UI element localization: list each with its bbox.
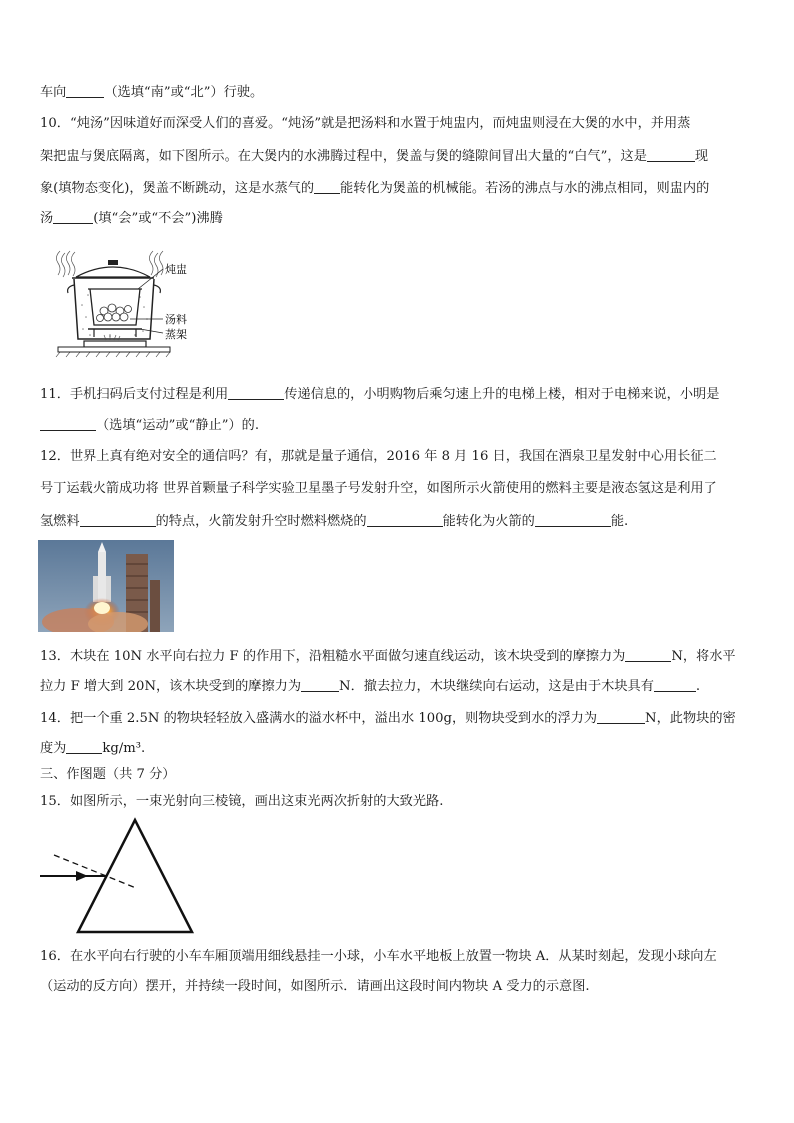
stew-pot-figure [50,245,200,363]
text: 能转化为火箭的 [442,514,535,529]
text: 号丁运载火箭成功将 世界首颗量子科学实验卫星墨子号发射升空，如图所示火箭使用的燃料主要是液态氢这是利用了 [40,481,717,496]
answer-blank[interactable] [66,739,102,754]
answer-blank[interactable] [625,647,671,662]
stove-base [58,347,170,352]
q16-line-1 [40,948,717,966]
q12-line-3 [40,512,628,531]
rocket-launch-photo [38,540,174,632]
text: 14．把一个重 2.5N 的物块轻轻放入盛满水的溢水杯中，溢出水 100g，则物块受到水的浮力为 [40,711,598,726]
text: （选填“南”或“北”）行驶。 [104,85,264,100]
answer-blank[interactable] [654,677,696,692]
answer-blank[interactable] [228,385,284,400]
answer-blank[interactable] [647,147,695,162]
text: 度为 [40,741,67,756]
answer-blank[interactable] [40,416,96,431]
text: N，将水平 [671,649,736,664]
normal-dashed-line [54,855,136,888]
q13-line-1 [40,647,736,666]
text: 架把盅与煲底隔离，如下图所示。在大煲内的水沸腾过程中，煲盖与煲的缝隙间冒出大量的“白气”，这是 [40,149,647,164]
q13-line-2 [40,677,700,696]
text: 能转化为煲盖的机械能。若汤的沸点与水的沸点相同，则盅内的 [340,181,710,196]
text: 10．“炖汤”因味道好而深受人们的喜爱。“炖汤”就是把汤料和水置于炖盅内，而炖盅则浸在大煲的水中，并用蒸 [40,116,691,131]
text: (填“会”或“不会”)沸腾 [93,211,223,226]
label-pot-lid: 炖盅 [165,263,187,276]
text: 16．在水平向右行驶的小车车厢顶端用细线悬挂一小球，小车水平地板上放置一物块 A．从某时刻起，发现小球向左 [40,949,717,964]
steam-right-icon [149,251,163,277]
label-steamer: 蒸架 [165,328,187,341]
prism-figure [36,816,198,936]
text: 13．木块在 10N 水平向右拉力 F 的作用下，沿粗糙水平面做匀速直线运动，该木块受到的摩擦力为 [40,649,626,664]
q14-line-2 [40,739,145,758]
text: . [695,679,701,694]
answer-blank[interactable] [314,179,340,194]
q16-line-2 [40,978,590,996]
text: 汤 [40,211,54,226]
lid-shape [76,267,150,277]
text: 三、作图题（共 7 分） [40,767,176,782]
q12-line-1 [40,448,717,466]
text: 传递信息的，小明购物后乘匀速上升的电梯上楼，相对于电梯来说，小明是 [284,387,720,402]
text: kg/m³. [102,741,146,756]
answer-blank[interactable] [80,512,156,527]
section-3-heading [40,766,175,784]
text: （运动的反方向）摆开，并持续一段时间，如图所示．请画出这段时间内物块 A 受力的示意图. [40,979,590,994]
burner [84,341,146,347]
q10-line-2 [40,147,708,166]
q10-line-1 [40,115,690,133]
arrow-icon [76,871,88,881]
answer-blank[interactable] [66,83,104,98]
text: 15．如图所示，一束光射向三棱镜，画出这束光两次折射的大致光路. [40,794,444,809]
text: 12．世界上真有绝对安全的通信吗？有，那就是量子通信，2016 年 8 月 16 日，我国在酒泉卫星发射中心用长征二 [40,449,717,464]
text: 车向 [40,85,67,100]
text: 能. [610,514,629,529]
q10-line-3 [40,179,709,198]
text: 的特点，火箭发射升空时燃料燃烧的 [155,514,367,529]
text: 现 [694,149,709,164]
text: N．撤去拉力，木块继续向右运动，这是由于木块具有 [339,679,654,694]
q15-line-1 [40,793,443,811]
answer-blank[interactable] [597,709,645,724]
q9-tail-line [40,83,263,102]
text: 象(填物态变化)，煲盖不断跳动，这是水蒸气的 [40,181,315,196]
q11-line-2 [40,416,259,435]
answer-blank[interactable] [53,209,93,224]
text: 拉力 F 增大到 20N，该木块受到的摩擦力为 [40,679,302,694]
q10-line-4 [40,209,223,228]
answer-blank[interactable] [535,512,611,527]
q14-line-1 [40,709,736,728]
answer-blank[interactable] [301,677,339,692]
q11-line-1 [40,385,719,404]
lid-knob [108,260,118,265]
steam-left-icon [56,251,75,277]
text: 11．手机扫码后支付过程是利用 [40,387,229,402]
q12-line-2 [40,480,717,498]
text: N，此物块的密 [645,711,736,726]
text: （选填“运动”或“静止”）的. [96,418,260,433]
text: 氢燃料 [40,514,80,529]
label-soup: 汤料 [165,313,187,326]
answer-blank[interactable] [367,512,443,527]
